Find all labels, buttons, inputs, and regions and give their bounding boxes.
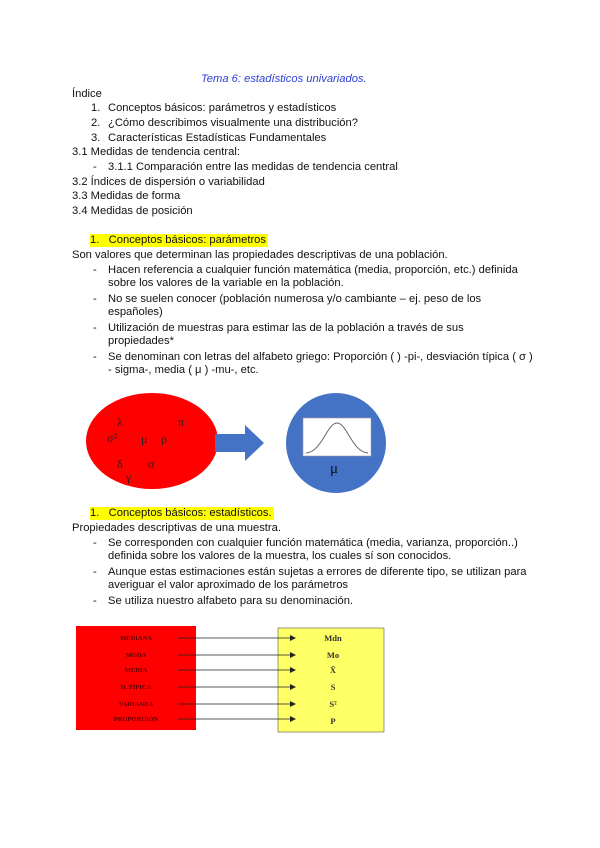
bullet-dash: -	[93, 264, 97, 276]
index-item: Características Estadísticas Fundamentales	[108, 132, 327, 144]
page-title: Tema 6: estadísticos univariados.	[201, 73, 367, 85]
right-label: S²	[329, 699, 337, 709]
greek-symbol: λ	[117, 415, 123, 429]
greek-symbol: π	[178, 415, 185, 429]
left-label: MEDIA	[124, 667, 148, 674]
bullet-item: Se utiliza nuestro alfabeto para su denominación.	[108, 595, 354, 607]
bullet-item: Se corresponden con cualquier función matemática (media, varianza, proporción..) definida sobre los valores de la muestra, los cuales sí son conocidos.	[108, 537, 518, 562]
section-heading-num: 1.	[90, 234, 100, 246]
section-heading-text: Conceptos básicos: parámetros	[108, 234, 266, 246]
index-item-num: 1.	[91, 102, 101, 114]
right-label: X̄	[329, 665, 337, 675]
greek-symbol: σ	[148, 457, 155, 471]
greek-symbol: σ²	[107, 431, 118, 445]
bullet-item: Aunque estas estimaciones están sujetas a errores de diferente tipo, se utilizan para averiguar el valor aproximado de los parámetros	[108, 566, 527, 591]
index-item: Conceptos básicos: parámetros y estadísticos	[108, 102, 337, 114]
bullet-item: Utilización de muestras para estimar las de la población a través de sus propiedades*	[108, 322, 464, 347]
right-label: Mo	[326, 650, 340, 660]
greek-symbol: γ	[126, 470, 132, 484]
greek-symbol: μ	[141, 432, 148, 446]
bullet-dash: -	[93, 537, 97, 549]
left-label: MEDIANA	[120, 635, 152, 642]
left-label: D. TÍPICA	[120, 684, 152, 691]
section-intro: Propiedades descriptivas de una muestra.	[72, 522, 281, 534]
bullet-dash: -	[93, 595, 97, 607]
index-sub-3-3: 3.3 Medidas de forma	[72, 190, 181, 202]
index-item-num: 2.	[91, 117, 101, 129]
index-sub-3-1: 3.1 Medidas de tendencia central:	[72, 146, 240, 158]
greek-symbol: ρ	[161, 432, 167, 446]
index-item: ¿Cómo describimos visualmente una distribución?	[108, 117, 358, 129]
index-sub-3-1-1: 3.1.1 Comparación entre las medidas de tendencia central	[108, 161, 398, 173]
left-label: PROPORCIÓN	[113, 716, 159, 723]
bullet-dash: -	[93, 293, 97, 305]
right-label: Mdn	[324, 633, 342, 643]
section-heading-text: Conceptos básicos: estadísticos.	[108, 507, 272, 519]
greek-symbol: δ	[117, 457, 123, 471]
bullet-item: Se denominan con letras del alfabeto griego: Proporción ( ) -pi-, desviación típica ( σ ) - sigma-, media ( μ ) -mu-, etc.	[108, 351, 533, 376]
bullet-dash: -	[93, 566, 97, 578]
index-sub-3-2: 3.2 Índices de dispersión o variabilidad	[72, 176, 265, 188]
index-heading: Índice	[72, 88, 102, 100]
index-sub-3-4: 3.4 Medidas de posición	[72, 205, 193, 217]
right-label: S	[330, 682, 336, 692]
bullet-dash: -	[93, 351, 97, 363]
index-sub-3-1-1-dash: -	[93, 161, 97, 173]
bullet-item: Hacen referencia a cualquier función matemática (media, proporción, etc.) definida sobre los valores de la variable en la población.	[108, 264, 518, 289]
left-label: VARIANZA	[118, 701, 154, 708]
mu-symbol: μ	[330, 461, 339, 477]
left-label: MODA	[125, 652, 147, 659]
section-heading-num: 1.	[90, 507, 100, 519]
right-label: P	[330, 716, 336, 726]
bullet-item: No se suelen conocer (población numerosa y/o cambiante – ej. peso de los españoles)	[108, 293, 482, 318]
index-item-num: 3.	[91, 132, 101, 144]
section-intro: Son valores que determinan las propiedades descriptivas de una población.	[72, 249, 448, 261]
bullet-dash: -	[93, 322, 97, 334]
